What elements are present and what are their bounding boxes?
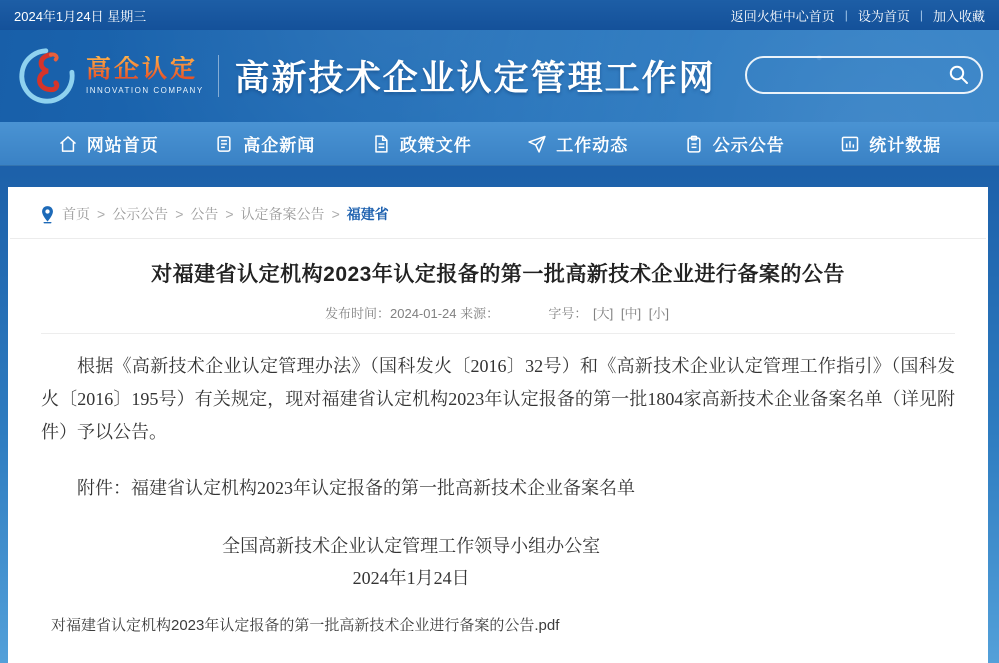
breadcrumb [10,187,986,239]
article-meta [41,303,955,322]
site-header [0,30,999,122]
fontsize-medium-button[interactable]: [中] [620,306,642,321]
breadcrumb-announcements[interactable]: 公示公告 [112,206,169,222]
breadcrumb-current-fujian: 福建省 [346,206,389,222]
location-pin-icon [40,205,55,224]
nav-label: 高企新闻 [243,136,316,155]
top-utility-bar [0,0,999,30]
breadcrumb-separator: > [225,206,234,222]
breadcrumb-separator: > [331,206,340,222]
nav-label: 政策文件 [399,136,472,155]
link-set-homepage[interactable]: 设为首页 [857,8,910,24]
logo-subtitle: INNOVATION COMPANY [86,85,204,95]
search-box [745,56,983,94]
statistics-icon [840,134,860,154]
nav-label: 工作动态 [556,136,629,155]
header-divider [218,55,219,97]
fontsize-small-button[interactable]: [小] [648,306,669,321]
separator: | [844,8,848,22]
link-torch-center-home[interactable]: 返回火炬中心首页 [730,8,835,24]
attachment-line: 附件：福建省认定机构2023年认定报备的第一批高新技术企业备案名单 [77,478,635,498]
content-panel [8,187,988,663]
publish-time-label: 发布时间： [325,306,391,321]
breadcrumb-notice[interactable]: 公告 [190,206,219,222]
nav-label: 公示公告 [712,136,785,155]
nav-item-announcements[interactable] [684,131,785,156]
publish-date: 2024-01-24 [390,306,457,321]
separator: | [919,8,923,22]
policy-doc-icon [371,134,391,154]
paper-plane-icon [527,134,547,154]
nav-item-policy[interactable] [371,131,472,156]
page-body [0,166,999,663]
search-input[interactable] [763,67,947,83]
nav-item-home[interactable] [58,131,159,156]
pdf-attachment-link[interactable]: 对福建省认定机构2023年认定报备的第一批高新技术企业进行备案的公告.pdf [51,617,560,634]
home-icon [58,134,78,154]
site-title: 高新技术企业认定管理工作网 [234,59,716,98]
search-icon[interactable] [947,63,971,87]
article [8,239,988,635]
logo-text [86,56,204,95]
link-add-favorite[interactable]: 加入收藏 [932,8,985,24]
signature-block [41,531,781,593]
nav-label: 网站首页 [86,136,159,155]
fontsize-large-button[interactable]: [大] [593,306,614,321]
article-paragraph: 根据《高新技术企业认定管理办法》（国科发火〔2016〕32号）和《高新技术企业认定管理工作指引》（国科发火〔2016〕195号）有关规定，现对福建省认定机构2023年认定报备的第一批1804家高新技术企业备案名单（详见附件）予以公告。 [41,356,955,442]
source-label: 来源： [460,306,500,321]
nav-item-statistics[interactable] [840,131,941,156]
fontsize-label: 字号： [548,306,588,321]
issuing-office: 全国高新技术企业认定管理工作领导小组办公室 [222,536,601,556]
topbar-links [731,6,985,25]
nav-label: 统计数据 [869,136,942,155]
issue-date: 2024年1月24日 [352,568,470,588]
main-nav [0,122,999,166]
site-logo[interactable] [16,45,204,107]
breadcrumb-separator: > [97,206,106,222]
nav-item-work-trends[interactable] [527,131,628,156]
announcement-icon [684,134,704,154]
breadcrumb-separator: > [175,206,184,222]
news-icon [214,134,234,154]
meta-divider [41,333,955,334]
logo-title: 高企认定 [86,56,204,84]
current-date: 2024年1月24日 星期三 [14,8,147,24]
breadcrumb-filing-notice[interactable]: 认定备案公告 [240,206,325,222]
article-title: 对福建省认定机构2023年认定报备的第一批高新技术企业进行备案的公告 [151,263,845,286]
logo-icon [16,45,78,107]
breadcrumb-home[interactable]: 首页 [62,206,90,222]
nav-item-news[interactable] [214,131,315,156]
